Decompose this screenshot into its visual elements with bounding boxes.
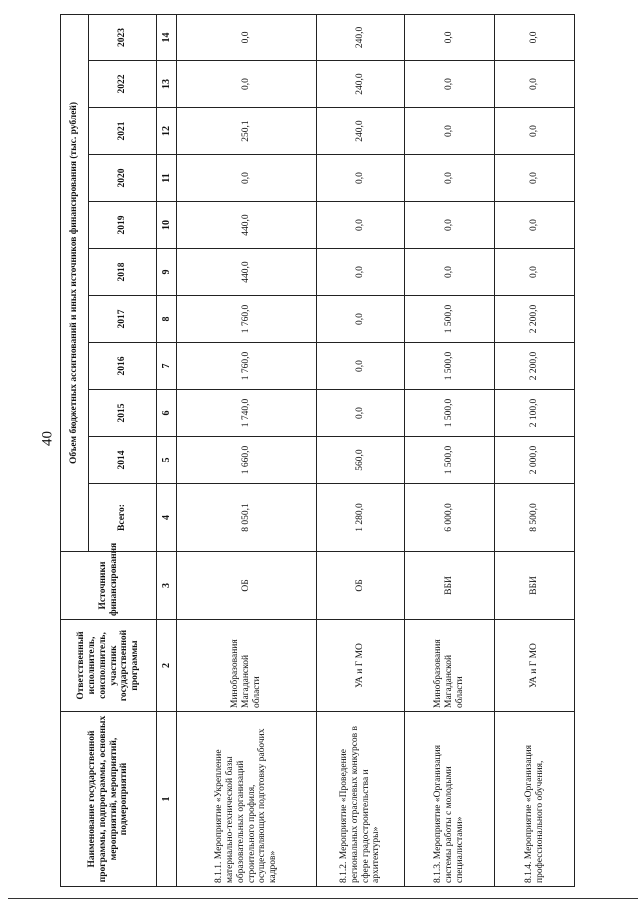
column-number: 7 (157, 343, 177, 390)
row-name: 8.1.3. Мероприятие «Организация системы работы с молодыми специалистами» (405, 712, 495, 887)
column-number: 3 (157, 552, 177, 620)
row-name: 8.1.4. Мероприятие «Организация профессионального обучения, (495, 712, 575, 887)
header-sources: Источники финансирования (61, 552, 157, 620)
column-number: 10 (157, 202, 177, 249)
funding-table (60, 14, 575, 887)
page-number: 40 (39, 431, 56, 446)
column-number: 5 (157, 437, 177, 484)
row-value: 0,0 (405, 202, 495, 249)
row-value: 2 000,0 (495, 437, 575, 484)
row-value: 240,0 (317, 108, 405, 155)
row-value: 0,0 (405, 155, 495, 202)
column-number: 2 (157, 620, 177, 712)
table-row (495, 14, 575, 886)
column-number: 13 (157, 61, 177, 108)
row-source: ОБ (177, 552, 317, 620)
row-value: 0,0 (495, 249, 575, 296)
header-year: 2022 (89, 61, 157, 108)
row-value: 440,0 (177, 249, 317, 296)
row-source: ВБИ (495, 552, 575, 620)
row-value: 0,0 (495, 14, 575, 60)
row-value: 2 200,0 (495, 296, 575, 343)
row-value: 0,0 (495, 108, 575, 155)
header-executor: Ответственный исполнитель, соисполнитель, участник государственной программы (61, 620, 157, 712)
row-value: 0,0 (405, 249, 495, 296)
header-name: Наименование государственной программы, подпрограммы, основных мероприятий, мероприятий, подмероприятий (61, 712, 157, 887)
header-year: 2018 (89, 249, 157, 296)
row-value: 0,0 (405, 61, 495, 108)
row-value: 0,0 (317, 390, 405, 437)
rotated-table-area (60, 15, 575, 887)
row-value: 0,0 (317, 296, 405, 343)
header-year: 2015 (89, 390, 157, 437)
header-total: Всего: (89, 484, 157, 552)
row-name: 8.1.1. Мероприятие «Укрепление материально-технической базы образовательных организаций строительного профиля, осуществляющих подготовку рабочих кадров» (177, 712, 317, 887)
row-value: 0,0 (405, 14, 495, 60)
column-number: 14 (157, 14, 177, 60)
page-bottom-rule (8, 898, 638, 899)
row-total: 8 050,1 (177, 484, 317, 552)
row-value: 560,0 (317, 437, 405, 484)
row-value: 1 740,0 (177, 390, 317, 437)
row-total: 1 280,0 (317, 484, 405, 552)
column-number: 11 (157, 155, 177, 202)
row-executor: Минобразования Магаданской области (177, 620, 317, 712)
column-number: 12 (157, 108, 177, 155)
row-value: 1 500,0 (405, 390, 495, 437)
row-value: 1 500,0 (405, 343, 495, 390)
column-number: 9 (157, 249, 177, 296)
row-executor: Минобразования Магаданской области (405, 620, 495, 712)
row-value: 1 500,0 (405, 296, 495, 343)
row-value: 2 200,0 (495, 343, 575, 390)
row-value: 0,0 (317, 249, 405, 296)
column-numbers-row (157, 14, 177, 886)
table-row (317, 14, 405, 886)
row-source: ОБ (317, 552, 405, 620)
row-value: 0,0 (177, 14, 317, 60)
row-value: 0,0 (495, 61, 575, 108)
header-year: 2016 (89, 343, 157, 390)
header-row-1 (61, 14, 89, 886)
row-executor: УА и Г МО (495, 620, 575, 712)
row-value: 240,0 (317, 14, 405, 60)
row-value: 0,0 (495, 202, 575, 249)
column-number: 8 (157, 296, 177, 343)
row-value: 0,0 (317, 202, 405, 249)
row-value: 0,0 (317, 343, 405, 390)
header-year: 2020 (89, 155, 157, 202)
row-value: 0,0 (495, 155, 575, 202)
table-wrapper (60, 15, 575, 887)
row-value: 440,0 (177, 202, 317, 249)
row-name: 8.1.2. Мероприятие «Проведение региональных отраслевых конкурсов в сфере градостроительства и архитектуры» (317, 712, 405, 887)
header-year: 2019 (89, 202, 157, 249)
row-value: 1 760,0 (177, 343, 317, 390)
header-funding-group: Объем бюджетных ассигнований и иных источников финансирования (тыс. рублей) (61, 14, 89, 551)
row-total: 6 000,0 (405, 484, 495, 552)
table-row (405, 14, 495, 886)
header-year: 2021 (89, 108, 157, 155)
table-row (177, 14, 317, 886)
row-value: 250,1 (177, 108, 317, 155)
row-value: 0,0 (405, 108, 495, 155)
column-number: 4 (157, 484, 177, 552)
row-value: 0,0 (177, 61, 317, 108)
row-value: 1 500,0 (405, 437, 495, 484)
row-value: 2 100,0 (495, 390, 575, 437)
row-value: 0,0 (317, 155, 405, 202)
header-year: 2017 (89, 296, 157, 343)
row-value: 0,0 (177, 155, 317, 202)
row-value: 1 660,0 (177, 437, 317, 484)
header-year: 2014 (89, 437, 157, 484)
row-executor: УА и Г МО (317, 620, 405, 712)
row-total: 8 500,0 (495, 484, 575, 552)
column-number: 1 (157, 712, 177, 887)
column-number: 6 (157, 390, 177, 437)
header-year: 2023 (89, 14, 157, 60)
row-value: 1 760,0 (177, 296, 317, 343)
row-value: 240,0 (317, 61, 405, 108)
row-source: ВБИ (405, 552, 495, 620)
